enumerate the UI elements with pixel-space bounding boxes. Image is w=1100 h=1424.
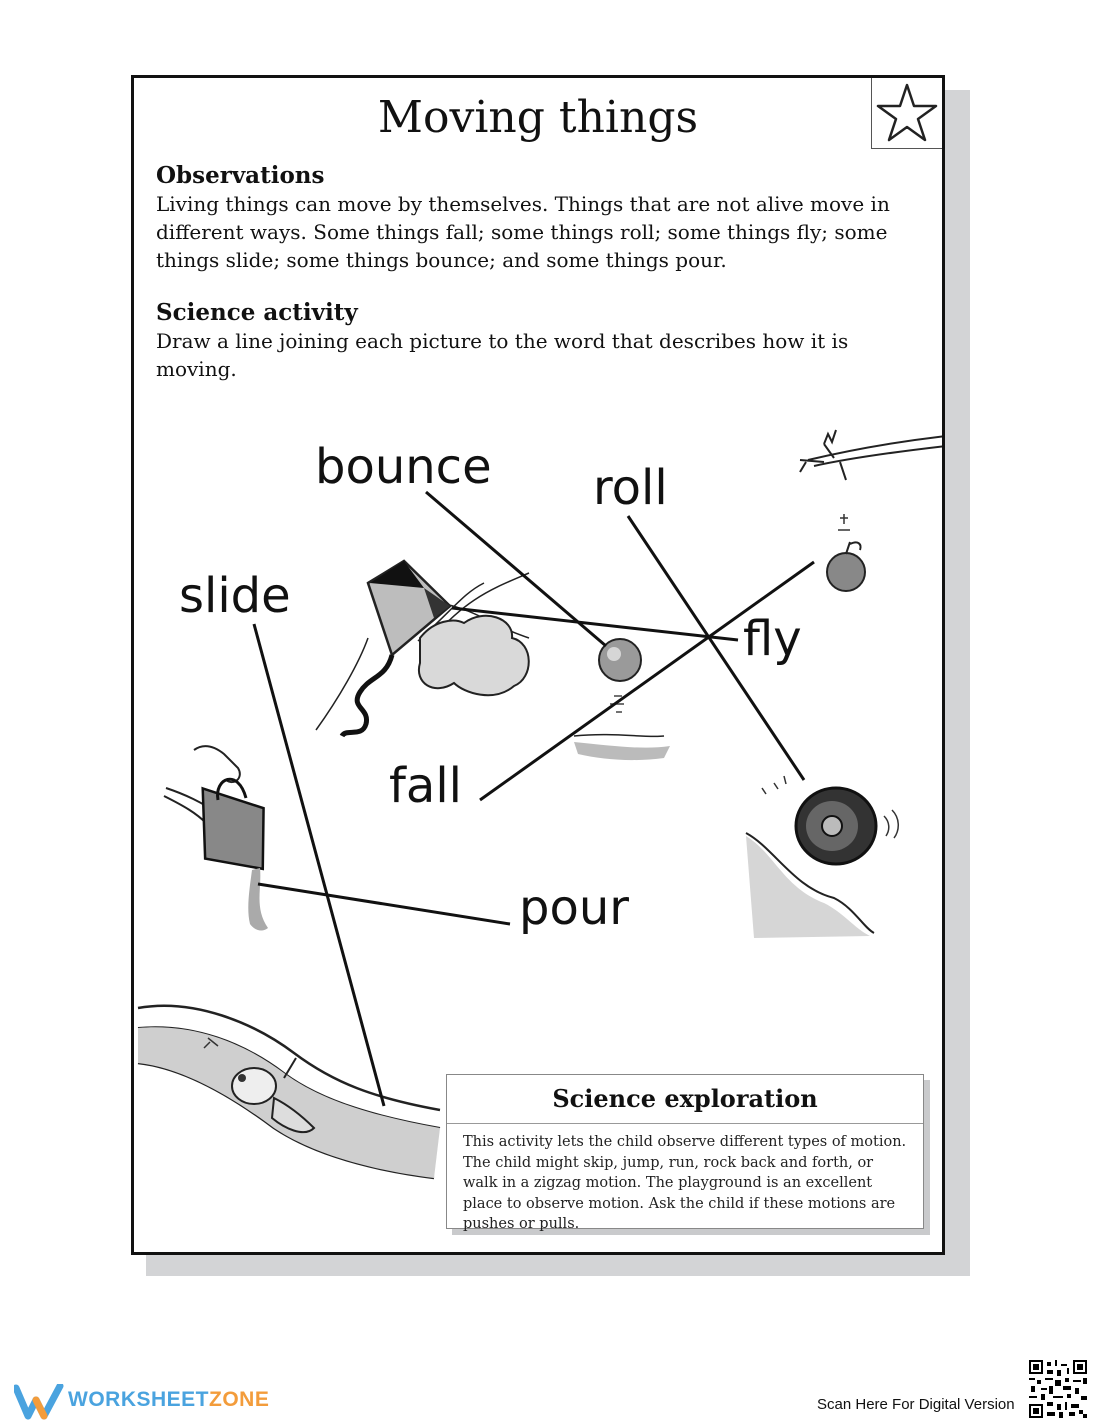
word-slide: slide	[179, 568, 291, 624]
rolling-tyre-illustration	[746, 776, 898, 938]
worksheet-card	[131, 75, 945, 1255]
word-bounce: bounce	[315, 439, 492, 495]
word-roll: roll	[593, 460, 668, 516]
kite-illustration	[316, 561, 529, 736]
brand-part-2: ZONE	[209, 1388, 270, 1411]
observations-text: Living things can move by themselves. Things that are not alive move in different ways. Some things fall; some things roll; some things fly; some things slide; some things bounce; and some things pour.	[156, 192, 890, 272]
word-fly: fly	[743, 611, 802, 667]
activity-heading: Science activity	[156, 299, 358, 326]
tree-branch-illustration	[800, 430, 942, 480]
exploration-heading: Science exploration	[447, 1075, 923, 1124]
scan-label: Scan Here For Digital Version	[817, 1396, 1015, 1413]
exploration-text: This activity lets the child observe different types of motion. The child might skip, jump, run, rock back and forth, or walk in a zigzag motion. The playground is an excellent place to observe motion. Ask the child if these motions are pushes or pulls.	[463, 1134, 907, 1232]
brand-name[interactable]	[68, 1388, 269, 1412]
worksheetzone-logo-icon[interactable]	[14, 1384, 64, 1420]
slide-illustration	[138, 1006, 440, 1178]
qr-code-icon[interactable]	[1029, 1360, 1087, 1418]
page-title: Moving things	[377, 92, 699, 143]
word-fall: fall	[389, 758, 462, 814]
activity-text: Draw a line joining each picture to the word that describes how it is moving.	[156, 329, 849, 381]
brand-part-1: WORKSHEET	[68, 1388, 209, 1411]
word-pour: pour	[519, 880, 629, 936]
science-exploration-box	[446, 1074, 924, 1232]
pouring-bucket-illustration	[164, 746, 281, 930]
observations-heading: Observations	[156, 162, 325, 189]
falling-apple-illustration	[827, 514, 865, 591]
answer-lines	[254, 492, 814, 1106]
